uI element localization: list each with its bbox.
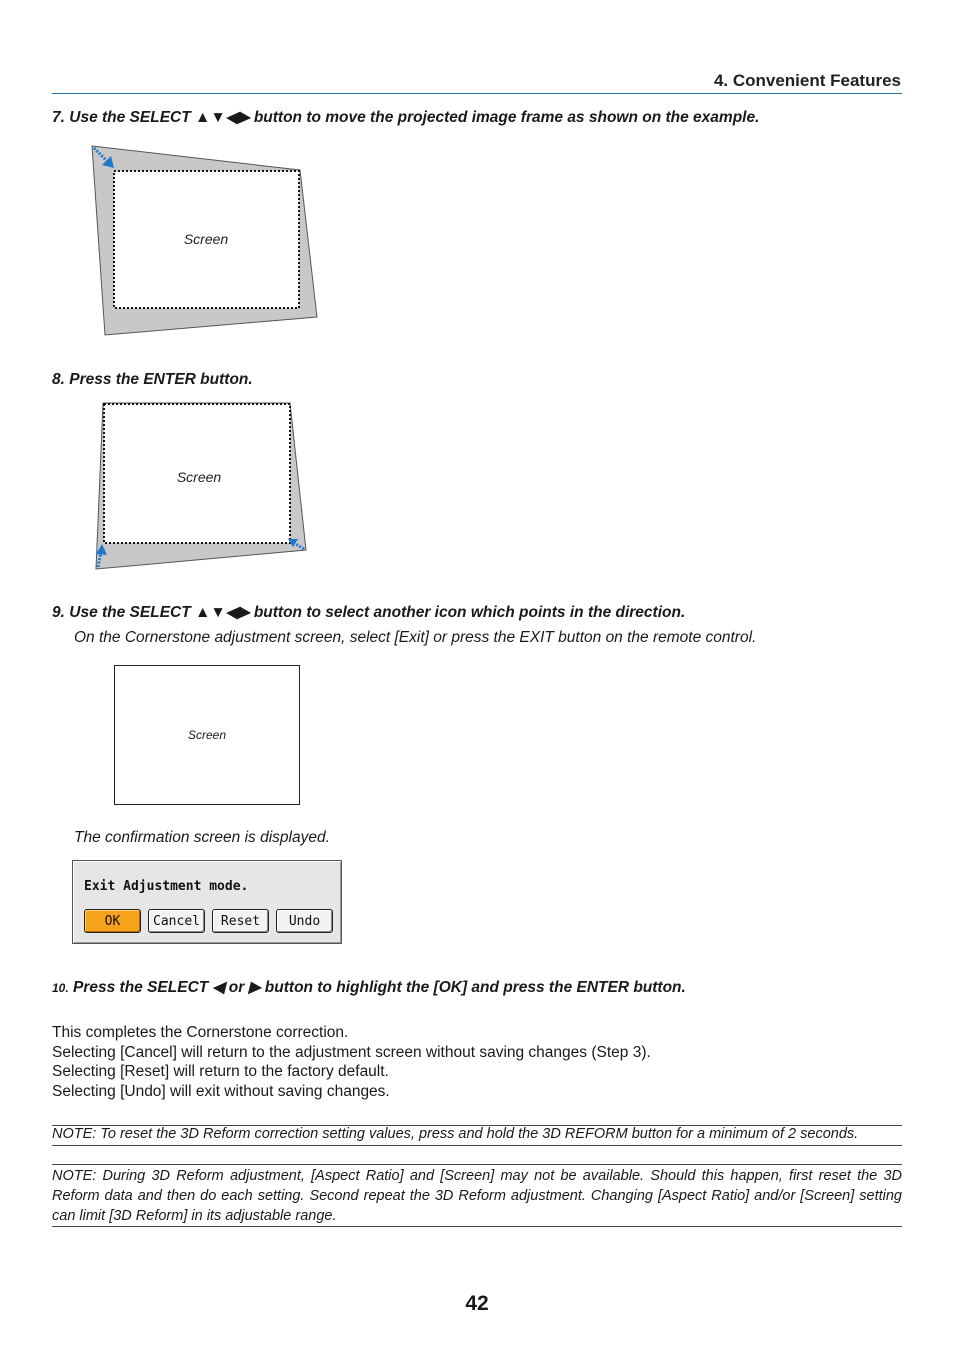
section-title: 4. Convenient Features bbox=[713, 71, 901, 90]
step-number: 10. bbox=[52, 981, 69, 995]
diagram-frame-move bbox=[88, 142, 324, 342]
note-rule-top bbox=[52, 1164, 902, 1165]
step-text: Press the SELECT ◀ or ▶ button to highlight the [OK] and press the ENTER button. bbox=[73, 979, 686, 996]
step-9-subtext: On the Cornerstone adjustment screen, select [Exit] or press the EXIT button on the remote control. bbox=[74, 629, 757, 646]
step-text: Use the SELECT ▲▼◀▶ button to move the projected image frame as shown on the example. bbox=[69, 109, 760, 126]
exit-adjustment-dialog bbox=[72, 860, 342, 944]
note-rule-bottom bbox=[52, 1226, 902, 1227]
confirmation-text: The confirmation screen is displayed. bbox=[74, 829, 330, 846]
step-8 bbox=[52, 371, 253, 389]
step-text: Press the ENTER button. bbox=[69, 371, 253, 388]
completion-line: Selecting [Reset] will return to the factory default. bbox=[52, 1063, 389, 1080]
diagram-frame-enter bbox=[92, 400, 312, 572]
header-rule bbox=[52, 93, 902, 94]
note-aspect: NOTE: During 3D Reform adjustment, [Aspect Ratio] and [Screen] may not be available. Should this happen, first reset the 3D Reform data and then do each setting. Second repeat the 3D Reform adjustment. Changing [Aspect Ratio] and/or [Screen] setting can limit [3D Reform] in its adjustable range. bbox=[52, 1168, 902, 1224]
step-10 bbox=[52, 978, 686, 997]
step-text: Use the SELECT ▲▼◀▶ button to select another icon which points in the direction. bbox=[69, 604, 686, 621]
completion-line: Selecting [Cancel] will return to the adjustment screen without saving changes (Step 3). bbox=[52, 1044, 651, 1061]
undo-button[interactable]: Undo bbox=[276, 909, 333, 933]
screen-label: Screen bbox=[183, 231, 229, 247]
completion-line: This completes the Cornerstone correction. bbox=[52, 1024, 349, 1041]
dialog-title: Exit Adjustment mode. bbox=[84, 879, 249, 894]
step-9 bbox=[52, 603, 685, 622]
step-number: 9. bbox=[52, 604, 65, 621]
corrected-screen bbox=[114, 665, 300, 805]
step-number: 8. bbox=[52, 371, 65, 388]
note-rule-bottom bbox=[52, 1145, 902, 1146]
page-number: 42 bbox=[465, 1292, 489, 1315]
step-7 bbox=[52, 108, 759, 127]
note-reset: NOTE: To reset the 3D Reform correction setting values, press and hold the 3D REFORM button for a minimum of 2 seconds. bbox=[52, 1126, 859, 1142]
step-number: 7. bbox=[52, 109, 65, 126]
screen-label: Screen bbox=[176, 469, 222, 485]
completion-line: Selecting [Undo] will exit without saving changes. bbox=[52, 1083, 390, 1100]
ok-button[interactable]: OK bbox=[84, 909, 141, 933]
screen-label: Screen bbox=[187, 728, 227, 742]
cancel-button[interactable]: Cancel bbox=[148, 909, 205, 933]
reset-button[interactable]: Reset bbox=[212, 909, 269, 933]
